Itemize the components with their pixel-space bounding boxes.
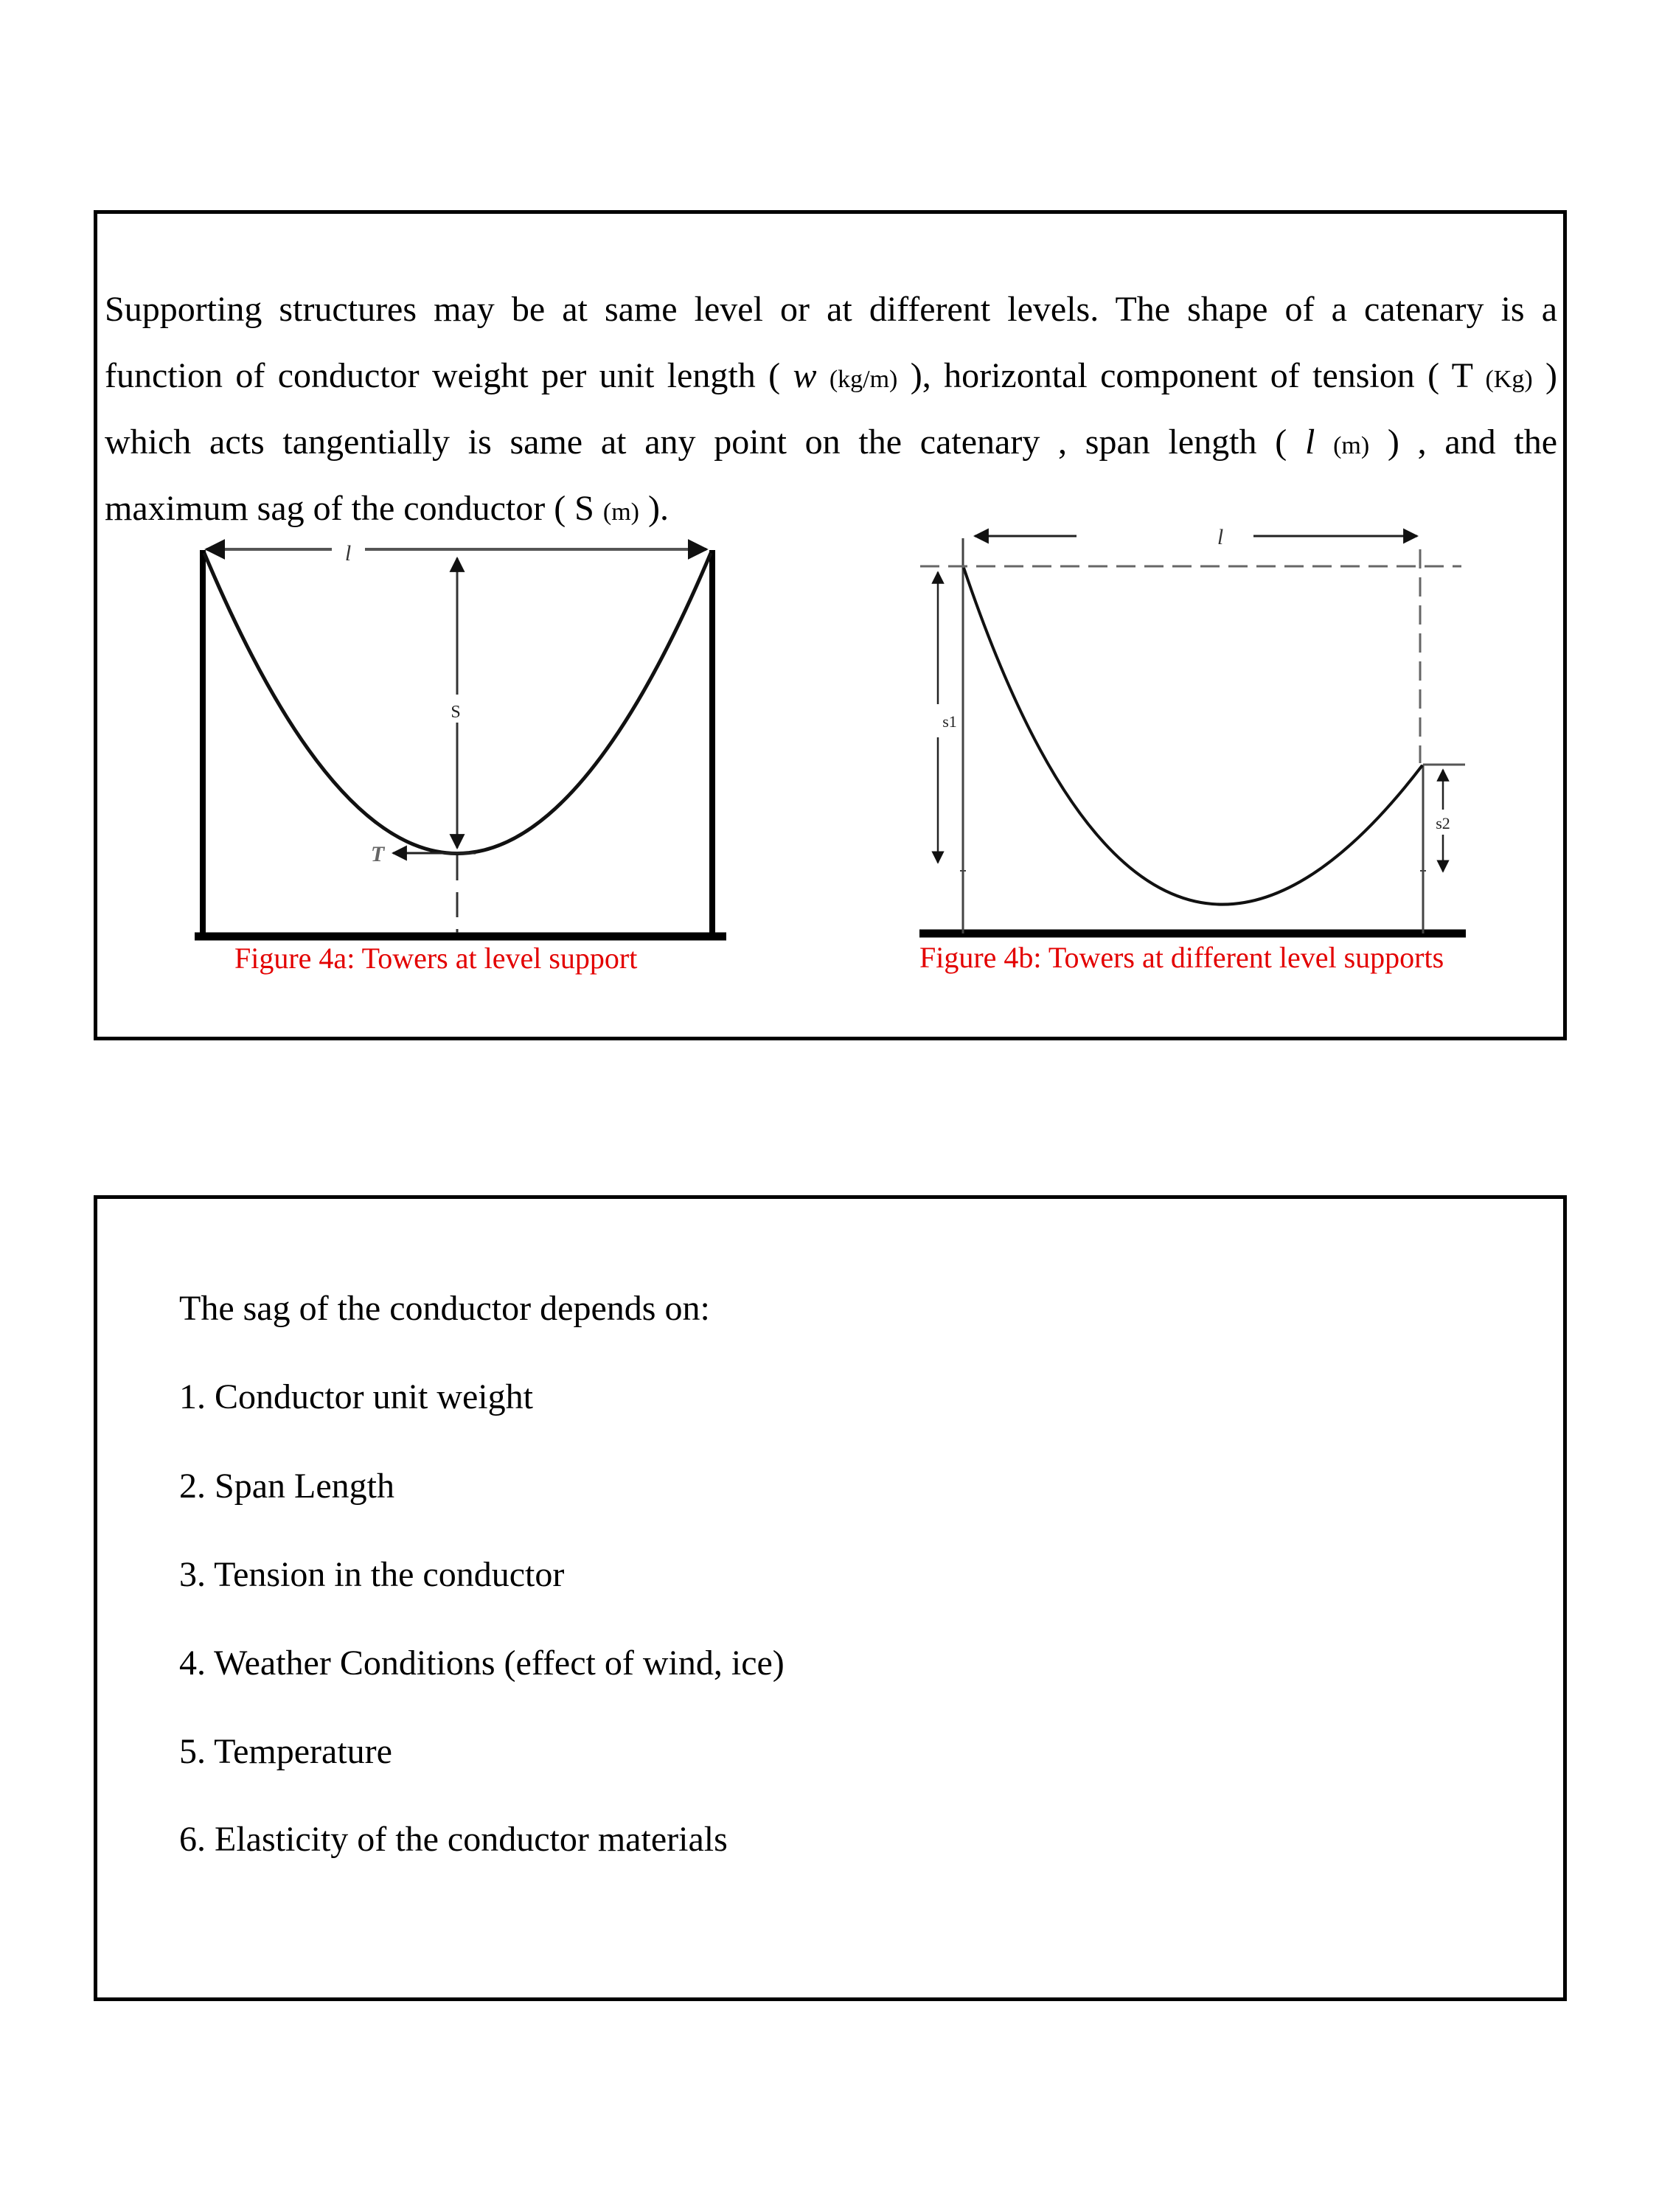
conductor-catenary xyxy=(964,568,1422,905)
intro-line-1: Supporting structures may be at same level or at different levels. The shape of a catenary is a xyxy=(105,290,1557,329)
figure-4b-caption: Figure 4b: Towers at different level supports xyxy=(919,941,1444,974)
unit-m: (m) xyxy=(602,498,639,526)
unit-kg-per-m: (kg/m) xyxy=(829,366,898,393)
intro-text: maximum sag of the conductor ( xyxy=(105,489,566,528)
intro-text: function of conductor weight per unit length ( xyxy=(105,356,781,395)
span-label: l xyxy=(1217,525,1224,549)
intro-text: ). xyxy=(647,489,669,528)
figure-4b xyxy=(919,525,1466,933)
list-item: 1. Conductor unit weight xyxy=(179,1377,533,1416)
symbol-T: T xyxy=(1451,356,1473,395)
list-item: 3. Tension in the conductor xyxy=(179,1555,565,1594)
symbol-S: S xyxy=(574,489,594,528)
span-label: l xyxy=(344,541,352,566)
tension-label: T xyxy=(370,842,385,866)
sag-label: S xyxy=(451,703,461,722)
figure-4a-caption: Figure 4a: Towers at level support xyxy=(234,942,638,975)
intro-text: ) xyxy=(1545,356,1558,395)
sag1-label: s1 xyxy=(942,712,957,731)
intro-text: which acts tangentially is same at any point on the catenary , span length ( xyxy=(105,422,1287,462)
list-item: 6. Elasticity of the conductor materials xyxy=(179,1820,728,1859)
intro-text: ) , and the xyxy=(1387,422,1558,462)
factors-heading: The sag of the conductor depends on: xyxy=(179,1289,710,1328)
intro-text: ), horizontal component of tension ( xyxy=(910,356,1440,395)
unit-m: (m) xyxy=(1333,432,1370,459)
list-item: 5. Temperature xyxy=(179,1732,392,1771)
symbol-w: w xyxy=(793,356,817,395)
unit-kg: (Kg) xyxy=(1485,366,1533,393)
sag2-label: s2 xyxy=(1436,814,1450,832)
figure-4a xyxy=(195,541,726,936)
symbol-l: l xyxy=(1304,422,1315,462)
list-item: 2. Span Length xyxy=(179,1467,394,1506)
list-item: 4. Weather Conditions (effect of wind, ice) xyxy=(179,1644,785,1683)
